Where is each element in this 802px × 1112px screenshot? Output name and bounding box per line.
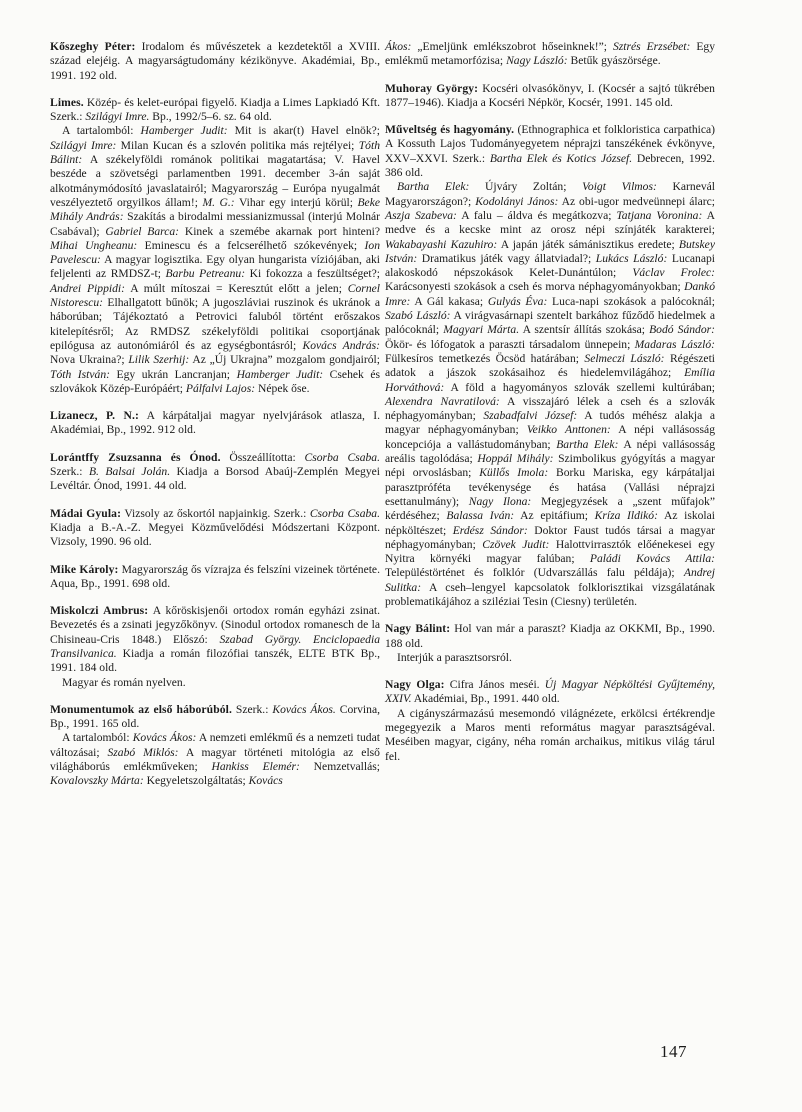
entry-text: Eminescu és a felcserélhető szókevények; [137,238,365,252]
entry-text: Az iskolai népköltészet; [385,509,716,537]
entry-citation [50,604,380,675]
entry-text: Újváry Zoltán; [469,180,583,194]
bibliography-entry [50,703,380,789]
entry-annotation [50,676,380,690]
entry-text: Akadémiai, Bp., 1991. 440 old. [411,692,560,706]
author-name: Madaras László: [634,337,715,351]
author-name: Bartha Elek: [397,180,470,194]
entry-heading: Kőszeghy Péter: [50,40,136,53]
entry-text: Corvina, Bp., 1991. 165 old. [50,702,380,731]
author-name: Szabad György. [219,632,302,646]
entry-annotation [385,651,715,665]
author-name: Hamberger Judit: [140,124,228,138]
entry-text: A tartalomból: [62,124,141,138]
entry-text: A medve és a kecske mint az orosz népi színjáték karakterei; [385,208,716,237]
entry-citation [50,507,380,550]
author-name: Magyari Márta. [443,323,520,337]
entry-text: A Gál kakasa; [410,294,488,308]
bibliography-entry [385,82,715,111]
entry-text: A múlt mítoszai = Keresztút előtt a jelen; [124,281,348,295]
entry-heading: Miskolczi Ambrus: [50,604,149,618]
left-column [50,40,380,802]
author-name: Andrei Pippidi: [50,281,125,295]
entry-text: A székelyföldi románok politikai magatartása; V. Havel beszéde a szövetségi parlamentben 1991. december 3-án saját alkotmánymódosító javaslatairól; Magyarország – Európa nyugalmát veszélyeztető orgyilkos állam!; [50,153,380,209]
author-name: Butskey István: [385,237,715,265]
entry-heading: Monumentumok az első háborúból. [50,702,232,716]
entry-text: A kőröskisjenői ortodox román egyházi zsinat. Bevezetés és a zsinati jegyzőkönyv. (Sinodul ortodox romanesch de la Chisineau-Cris 1848.) Előszó: [50,604,380,646]
author-name: Tóth Bálint: [50,138,380,167]
entry-heading: Nagy Bálint: [385,622,451,636]
author-name: Ion Pavelescu: [50,238,380,267]
entry-citation [50,563,380,592]
entry-text: Ki fokozza a feszültséget?; [245,267,380,281]
entry-annotation [50,731,380,788]
entry-text: Az epitáfium; [514,509,595,523]
entry-text: Nova Ukraina?; [50,353,129,367]
entry-annotation [385,180,715,609]
bibliography-entry [50,96,380,396]
author-name: Voigt Vilmos: [582,180,657,194]
author-name: Új Magyar Népköltési Gyűjtemény, XXIV. [385,678,716,706]
entry-text: A nemzeti emlékmű és a nemzeti tudat változásai; [50,731,380,759]
entry-text: Karácsonyesti szokások a cseh és morva néphagyományokban; [385,280,685,294]
author-name: Kovalovszky Márta: [50,774,144,788]
entry-text: Kegyeletszolgáltatás; [143,774,249,788]
entry-text: Bp., 1992/5–6. sz. 64 old. [149,110,272,124]
author-name: Gabriel Barca: [105,224,180,238]
page-number: 147 [660,1042,687,1061]
entry-text: A föld a hagyományos szlovák szellemi kultúrában; [444,380,715,394]
author-name: Küllős Imola: [479,466,549,480]
entry-text: Halottvirrasztók előénekesei egy Nyitra környéki magyar falúban; [385,537,715,566]
entry-citation [385,40,715,69]
author-name: Aszja Szabeva: [385,208,457,222]
author-name: Veikko Anttonen: [526,423,611,437]
entry-text: Lucanapi alakoskodó népszokások Kelet-Dunántúlon; [385,251,715,280]
entry-text: Interjúk a parasztsorsról. [397,650,512,664]
bibliography-entry [50,604,380,690]
author-name: Csorba Csaba. [304,450,380,464]
author-name: Csorba Csaba. [309,506,380,520]
entry-text: Karnevál Magyarországon?; [385,180,716,208]
entry-citation [50,409,380,438]
entry-text: Dramatikus játék vagy állatviadal?; [417,251,596,265]
entry-text: A tudós méhész alakja a magyar néphagyományban; [385,409,715,437]
author-name: Szabó Miklós: [107,745,179,759]
author-name: Václav Frolec: [632,266,715,280]
author-name: B. Balsai Jolán. [88,465,171,479]
entry-text: Egy emlékmű metamorfózisa; [385,40,716,68]
entry-text: Megjegyzések a „szent műfajok” kérdéséhez; [385,494,715,523]
entry-heading: Mádai Gyula: [50,506,122,520]
entry-text: Kiadja a román filozófiai tanszék, ELTE BTK Bp., 1991. 184 old. [50,646,380,675]
author-name: Kovács [248,774,283,788]
author-name: Dankó Imre: [385,280,715,308]
entry-text: A cseh–lengyel kapcsolatok folklorisztikai vizsgálatának problematikájához a sziléziai Tesin (Ciesny) területén. [385,580,715,608]
author-name: Barbu Petreanu: [165,267,246,281]
author-name: Sztrés Erzsébet: [612,40,691,53]
entry-text: Szerk.: [232,702,273,716]
entry-citation [385,123,715,180]
author-name: Tóth István: [50,367,110,381]
author-name: Hamberger Judit: [236,367,324,381]
entry-text: Vizsoly az őskortól napjainkig. Szerk.: [121,506,310,520]
entry-text: A falu – áldva és megátkozva; [456,208,617,222]
author-name: Mihai Ungheanu: [50,238,138,252]
entry-text: Hol van már a paraszt? Kiadja az OKKMI, Bp., 1990. 188 old. [385,622,715,650]
bibliography-entry [385,622,715,665]
author-name: Kovács András: [302,338,380,352]
author-name: Paládi Kovács Attila: [589,552,715,566]
author-name: Wakabayashi Kazuhiro: [385,237,498,251]
entry-text: Az obi-ugor medveünnepi álarc; [558,194,715,208]
author-name: Erdész Sándor: [452,523,528,537]
entry-text: Ökör- és lófogatok a paraszti társadalom ünnepein; [385,337,635,351]
author-name: Beke Mihály András: [50,195,380,224]
entry-text: Szakítás a birodalmi messianizmussal (interjú Molnár Csabával); [50,210,380,238]
entry-heading: Műveltség és hagyomány. [385,123,515,137]
entry-citation [50,451,380,494]
entry-text [301,633,313,646]
entry-text: A népi vallásosság areális tagolódása; [385,437,715,466]
entry-heading: Muhoray György: [385,81,479,95]
author-name: Kovács Ákos. [272,702,336,716]
entry-annotation [385,707,715,764]
entry-text: Összeállította: [220,450,305,464]
entry-text: Kiadja a Borsod Abaúj-Zemplén Megyei Levéltár. Ónod, 1991. 44 old. [50,465,380,493]
author-name: Hoppál Mihály: [477,452,554,466]
entry-citation [50,703,380,732]
entry-text: Doktor Faust tudós társai a magyar néphagyományban; [385,523,715,551]
author-name: Kríza Ildikó: [594,509,658,523]
entry-citation [50,40,380,83]
entry-text: Szerk.: [50,465,89,479]
author-name: Szabadfalvi József: [483,409,578,423]
entry-text: A népi vallásosság koncepciója a vallástudományban; [385,423,715,451]
entry-text: A tartalomból: [62,731,133,745]
author-name: Tatjana Voronina: [616,208,703,222]
entry-text: A virágvasárnapi szentelt barkához fűződő hiedelmek a palócoknál; [385,309,715,337]
entry-heading: Nagy Olga: [385,678,445,692]
entry-text: Szimbolikus gyógyítás a magyar népi orvoslásban; [385,452,715,480]
author-name: Andrej Sulitka: [385,566,715,594]
bibliography-entry [50,507,380,550]
entry-text: Vihar egy interjú körül; [234,195,358,209]
author-name: Nagy Ilona: [468,494,532,508]
bibliography-entry [50,451,380,494]
entry-text: Debrecen, 1992. 386 old. [385,151,715,180]
author-name: Emília Horváthová: [385,366,715,394]
author-name: Selmeczi László: [584,351,665,365]
entry-text: Csehek és szlovákok Közép-Európáért; [50,367,381,395]
entry-citation [385,622,715,651]
bibliography-entry [385,123,715,609]
entry-text: A magyar történeti mitológia az első világháborús emlékműveken; [50,745,380,774]
bibliography-entry [50,409,380,438]
entry-text: Magyarország ős vízrajza és felszíni vizeinek története. Aqua, Bp., 1991. 698 old. [50,562,380,590]
entry-text: A kárpátaljai magyar nyelvjárások atlasza, I. Akadémiai, Bp., 1992. 912 old. [50,409,381,437]
entry-text: Luca-napi szokások a palócoknál; [547,294,715,308]
entry-text: Magyar és román nyelven. [62,675,186,689]
author-name: Lilik Szerhij: [128,353,190,367]
entry-text: Kiadja a B.-A.-Z. Megyei Közművelődési Módszertani Központ. Vizsoly, 1990. 96 old. [50,520,380,549]
author-name: Bodó Sándor: [649,323,716,337]
entry-annotation [50,124,380,396]
entry-text: Cifra János meséi. [444,678,545,692]
right-column [385,40,715,777]
entry-heading: Lizanecz, P. N.: [50,409,139,423]
author-name: Bartha Elek és Kotics József. [489,151,633,165]
author-name: Bartha Elek: [556,437,619,451]
entry-text: A magyar logisztika. Egy olyan hungarista víziójában, aki feljelenti az RMDSZ-t; [50,253,380,281]
entry-text: A visszajáró lélek a cseh és a szlovák néphagyományban; [385,394,715,423]
entry-text: Milan Kucan és a szlovén politika más rejtélyei; [116,138,359,152]
entry-text: Nemzetvallás; [299,760,380,774]
entry-text: Településtörténet és folklór (Udvarszállás falu példája); [385,566,684,580]
bibliography-entry [385,40,715,69]
author-name: Lukács László: [595,251,668,265]
entry-text: A szentsír állítás szokása; [519,323,650,337]
entry-text: Irodalom és művészetek a kezdetektől a XVIII. század elejéig. A magyarságtudomány kézikönyve. Akadémiai, Bp., 1991. 192 old. [50,40,380,82]
entry-heading: Lorántffy Zsuzsanna és Ónod. [50,450,221,464]
entry-text: A japán játék sámánisztikus eredete; [497,237,679,251]
author-name: Szilágyi Imre: [50,138,117,152]
entry-text: Fülkesíros temetkezés Öcsöd határában; [385,351,585,365]
author-name: Pálfalvi Lajos: [185,381,256,395]
entry-text: (Ethnographica et folkloristica carpathica) A Kossuth Lajos Tudományegyetem néprajzi tanszékének évkönyve, XXV–XXVI. Szerk.: [385,123,716,165]
entry-heading: Mike Károly: [50,562,119,576]
entry-text: Kocséri olvasókönyv, I. (Kocsér a sajtó tükrében 1877–1946). Kiadja a Kocséri Népkör, Kocsér, 1991. 145 old. [385,81,715,109]
entry-text: Közép- és kelet-európai figyelő. Kiadja a Limes Lapkiadó Kft. Szerk.: [50,95,380,124]
entry-citation [50,96,380,125]
entry-text: A cigányszármazású mesemondó világnézete, erkölcsi értékrendje megegyezik a Maros menti református magyar parasztságéval. Meséiben magyar, cigány, néha román archaikus, mitikus világ tárul fel. [385,706,715,763]
author-name: Szabó László: [385,309,451,323]
author-name: Enciclopaedia Transilvanica. [50,632,380,660]
bibliography-entry [385,678,715,764]
bibliography-entry [50,563,380,592]
author-name: Cornel Nistorescu: [50,281,380,310]
author-name: Kovács Ákos: [132,731,197,745]
author-name: Szilágyi Imre. [85,110,150,124]
entry-text: Az „Új Ukrajna” mozgalom gondjairól; [189,353,380,367]
author-name: Kodolányi János: [475,194,559,208]
entry-text: Régészeti adatok a jászok szokásaihoz és hiedelemvilágához; [385,351,716,380]
entry-text: „Emeljünk emlékszobrot hőseinknek!”; [411,40,613,53]
entry-heading: Limes. [50,95,84,109]
entry-citation [385,678,715,707]
entry-text: Egy ukrán Lancranjan; [110,367,237,381]
author-name: Ákos: [385,40,412,53]
entry-text: Betűk gyászörsége. [567,54,661,68]
author-name: Nagy László: [506,54,568,68]
entry-text: Elhallgatott bűnök; A jugoszláviai ruszinok és ukránok a háborúban; Tájékoztató a Petrovici faluból történt erőszakos kitelepítésről; Az RMDSZ székelyföldi politikai csoportjának epilógusa az autonómiáról és az egységbontásról; [50,296,380,352]
entry-text: Borku Mariska, egy kárpátaljai parasztpróféta tevékenysége és hatása (Vallási néprajzi esettanulmány); [385,466,715,508]
bibliography-entry [50,40,380,83]
author-name: M. G.: [202,195,235,209]
entry-text: Kinek a szemébe akarnak port hinteni? [179,224,380,238]
author-name: Hankiss Elemér: [211,760,300,774]
author-name: Czövek Judit: [482,537,550,551]
author-name: Alexendra Navratilová: [385,394,500,408]
entry-citation [385,82,715,111]
entry-text: Népek őse. [255,381,310,395]
entry-text: Mit is akar(t) Havel elnök?; [227,124,380,138]
author-name: Balassa Iván: [446,509,515,523]
author-name: Gulyás Éva: [487,294,548,308]
